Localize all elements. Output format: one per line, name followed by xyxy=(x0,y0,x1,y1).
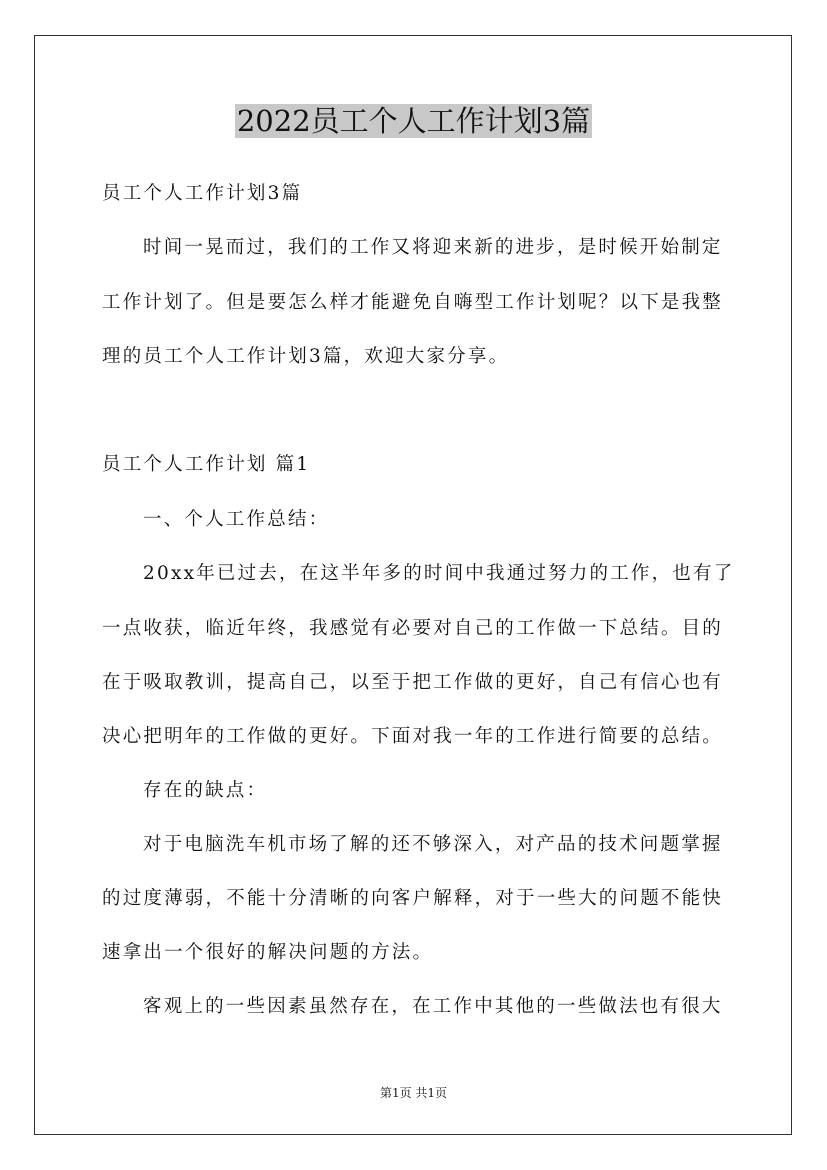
para1-line-3: 在于吸取教训，提高自己，以至于把工作做的更好，自己有信心也有 xyxy=(102,672,724,693)
intro-line-1: 时间一晃而过，我们的工作又将迎来新的进步，是时候开始制定 xyxy=(143,237,723,258)
intro-line-2: 工作计划了。但是要怎么样才能避免自嗨型工作计划呢？以下是我整 xyxy=(102,292,724,313)
document-title-text: 2022员工个人工作计划3篇 xyxy=(236,104,591,138)
para2-line-3: 速拿出一个很好的解决问题的方法。 xyxy=(102,942,434,963)
page-footer: 第1页 共1页 xyxy=(379,1086,448,1100)
document-subtitle: 员工个人工作计划3篇 xyxy=(102,183,303,204)
para1-line-2: 一点收获，临近年终，我感觉有必要对自己的工作做一下总结。目的 xyxy=(102,618,724,639)
document-title xyxy=(0,100,827,142)
section-subheading: 一、个人工作总结： xyxy=(143,509,330,530)
section-heading: 员工个人工作计划 篇1 xyxy=(102,454,311,475)
para1-line-4: 决心把明年的工作做的更好。下面对我一年的工作进行简要的总结。 xyxy=(102,726,724,747)
intro-line-3: 理的员工个人工作计划3篇，欢迎大家分享。 xyxy=(102,346,510,367)
shortcomings-label: 存在的缺点： xyxy=(143,780,268,801)
para3-line-1: 客观上的一些因素虽然存在，在工作中其他的一些做法也有很大 xyxy=(143,996,723,1017)
para1-line-1: 20xx年已过去，在这半年多的时间中我通过努力的工作，也有了 xyxy=(143,563,735,584)
para2-line-1: 对于电脑洗车机市场了解的还不够深入，对产品的技术问题掌握 xyxy=(143,834,723,855)
para2-line-2: 的过度薄弱，不能十分清晰的向客户解释，对于一些大的问题不能快 xyxy=(102,888,724,909)
